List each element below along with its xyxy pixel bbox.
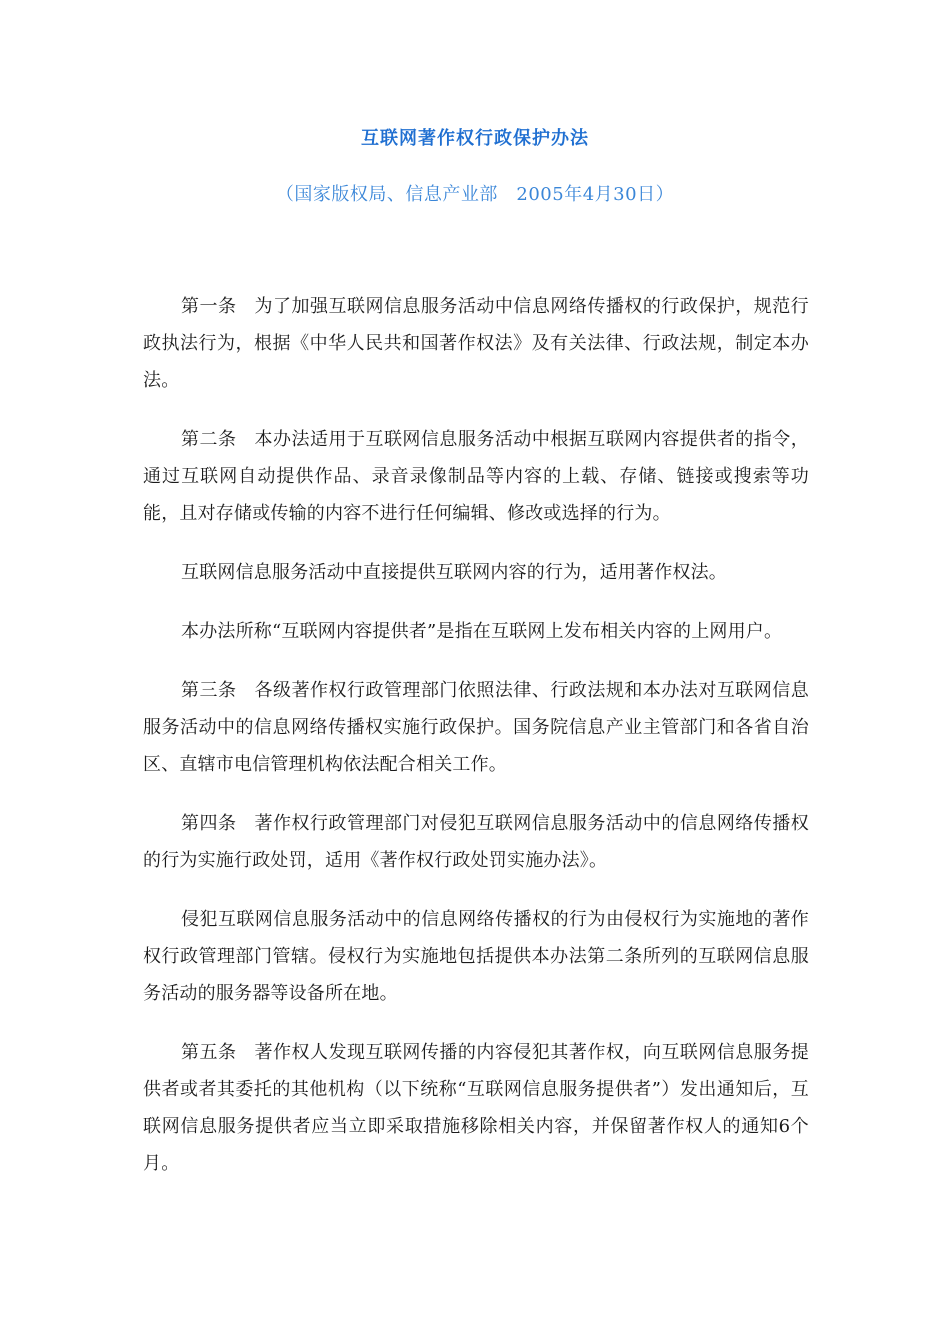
document-title: 互联网著作权行政保护办法 <box>361 128 589 149</box>
paragraph-text: 各级著作权行政管理部门依照法律、行政法规和本办法对互联网信息服务活动中的信息网络传播权实施行政保护。国务院信息产业主管部门和各省自治区、直辖市电信管理机构依法配合相关工作。 <box>143 680 809 775</box>
article-3-paragraph <box>143 672 809 783</box>
paragraph-text: 著作权人发现互联网传播的内容侵犯其著作权，向互联网信息服务提供者或者其委托的其他机构（以下统称“互联网信息服务提供者”）发出通知后，互联网信息服务提供者应当立即采取措施移除相关内容，并保留著作权人的通知6个月。 <box>143 1042 809 1174</box>
article-number: 第四条 <box>181 813 237 834</box>
article-number: 第一条 <box>181 296 237 317</box>
article-4-clause-2 <box>143 901 809 1012</box>
paragraph-text: 著作权行政管理部门对侵犯互联网信息服务活动中的信息网络传播权的行为实施行政处罚，适用《著作权行政处罚实施办法》。 <box>143 813 809 871</box>
document-body <box>143 288 809 1204</box>
paragraph-text: 为了加强互联网信息服务活动中信息网络传播权的行政保护，规范行政执法行为，根据《中华人民共和国著作权法》及有关法律、行政法规，制定本办法。 <box>143 296 809 391</box>
paragraph-text: 互联网信息服务活动中直接提供互联网内容的行为，适用著作权法。 <box>181 562 727 583</box>
article-number: 第三条 <box>181 680 237 701</box>
paragraph-text: 侵犯互联网信息服务活动中的信息网络传播权的行为由侵权行为实施地的著作权行政管理部门管辖。侵权行为实施地包括提供本办法第二条所列的互联网信息服务活动的服务器等设备所在地。 <box>143 909 809 1004</box>
paragraph-text: 本办法所称“互联网内容提供者”是指在互联网上发布相关内容的上网用户。 <box>181 621 783 642</box>
paragraph-text: 本办法适用于互联网信息服务活动中根据互联网内容提供者的指令，通过互联网自动提供作品、录音录像制品等内容的上载、存储、链接或搜索等功能，且对存储或传输的内容不进行任何编辑、修改或选择的行为。 <box>143 429 809 524</box>
article-number: 第五条 <box>181 1042 237 1063</box>
article-number: 第二条 <box>181 429 237 450</box>
article-2-paragraph <box>143 421 809 532</box>
article-5-paragraph <box>143 1034 809 1182</box>
article-2-clause-3 <box>143 613 809 650</box>
article-1-paragraph <box>143 288 809 399</box>
document-subtitle: （国家版权局、信息产业部 2005年4月30日） <box>275 184 675 205</box>
article-4-paragraph <box>143 805 809 879</box>
article-2-clause-2 <box>143 554 809 591</box>
